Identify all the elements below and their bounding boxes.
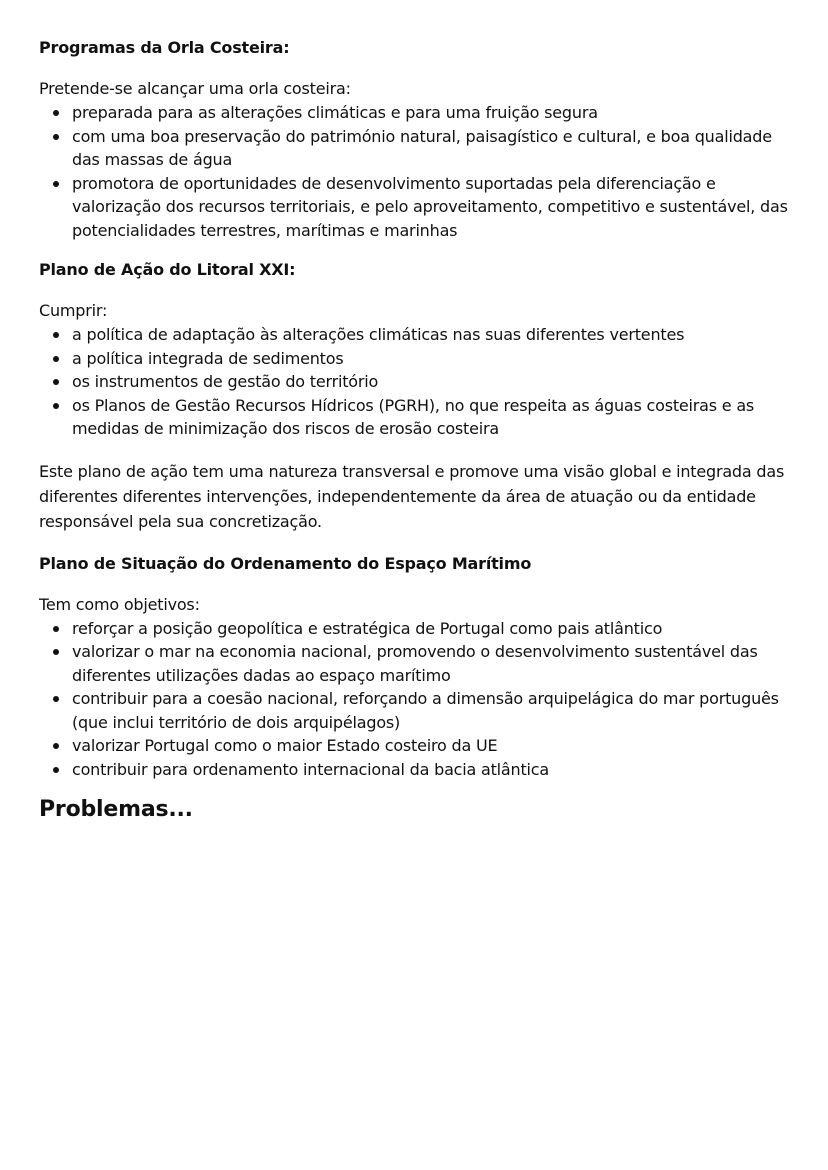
list-item: promotora de oportunidades de desenvolvimento suportadas pela diferenciação e valorização dos recursos territoriais, e pelo aproveitamento, competitivo e sustentável, das potencialidades terrestres, marítimas e marinhas — [39, 172, 789, 243]
list-item: a política de adaptação às alterações climáticas nas suas diferentes vertentes — [39, 323, 789, 347]
section-intro-litoral-xxi: Cumprir: — [39, 301, 108, 320]
document-page — [39, 36, 789, 825]
section-body-litoral-xxi: Este plano de ação tem uma natureza transversal e promove uma visão global e integrada das diferentes diferentes intervenções, independentemente da área de atuação ou da entidade responsável pela sua concretização. — [39, 461, 785, 531]
bullet-list-litoral-xxi — [39, 323, 789, 441]
section-heading-orla-costeira: Programas da Orla Costeira: — [39, 38, 290, 57]
section-intro-espaco-maritimo: Tem como objetivos: — [39, 594, 200, 614]
list-item: a política integrada de sedimentos — [39, 347, 789, 371]
list-item: reforçar a posição geopolítica e estratégica de Portugal como pais atlântico — [39, 617, 789, 641]
list-item: os instrumentos de gestão do território — [39, 370, 789, 394]
section-heading-litoral-xxi: Plano de Ação do Litoral XXI: — [39, 260, 296, 279]
section-intro-orla-costeira: Pretende-se alcançar uma orla costeira: — [39, 79, 351, 98]
bullet-list-orla-costeira — [39, 101, 789, 242]
section-heading-problemas: Problemas... — [39, 797, 193, 822]
list-item: com uma boa preservação do património natural, paisagístico e cultural, e boa qualidade das massas de água — [39, 125, 789, 172]
section-heading-espaco-maritimo: Plano de Situação do Ordenamento do Espaço Marítimo — [39, 553, 532, 573]
list-item: contribuir para ordenamento internacional da bacia atlântica — [39, 758, 789, 782]
list-item: contribuir para a coesão nacional, reforçando a dimensão arquipelágica do mar português (que inclui território de dois arquipélagos) — [39, 687, 789, 734]
list-item: preparada para as alterações climáticas e para uma fruição segura — [39, 101, 789, 125]
bullet-list-espaco-maritimo — [39, 617, 789, 782]
list-item: os Planos de Gestão Recursos Hídricos (PGRH), no que respeita as águas costeiras e as medidas de minimização dos riscos de erosão costeira — [39, 394, 789, 441]
list-item: valorizar Portugal como o maior Estado costeiro da UE — [39, 734, 789, 758]
list-item: valorizar o mar na economia nacional, promovendo o desenvolvimento sustentável das diferentes utilizações dadas ao espaço marítimo — [39, 640, 789, 687]
